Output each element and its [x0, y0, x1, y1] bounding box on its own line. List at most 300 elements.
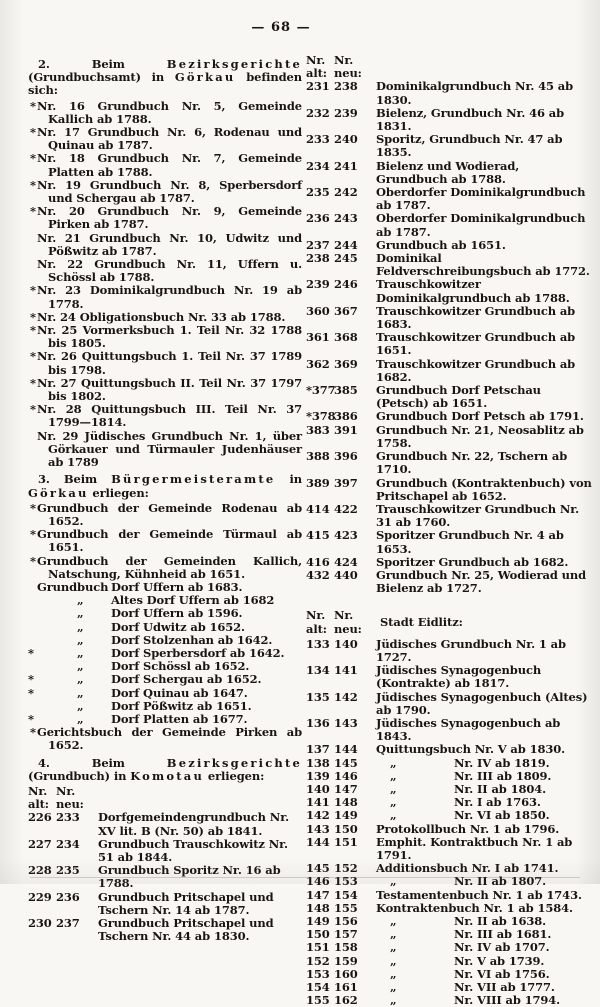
cell-nr-alt: 152 [306, 953, 330, 968]
ditto-mark: „ [77, 606, 84, 621]
ditto-mark: „ [77, 645, 84, 660]
ditto-mark: „ [390, 795, 397, 810]
cell-nr-alt: 228 [28, 863, 52, 878]
register-entry [28, 284, 302, 310]
entry-text: Nr. 19 Grundbuch Nr. 8, Sperbersdorf und Schergau ab 1787. [37, 177, 302, 206]
col-header-neu: neu: [56, 797, 84, 812]
dorf-grundbuch-list [28, 581, 302, 726]
dorf-row [28, 673, 302, 686]
cell-nr-neu: 145 [334, 755, 358, 770]
ditto-mark: „ [390, 927, 397, 942]
col-header-nr: Nr. [306, 608, 326, 623]
cell-nr-neu: 154 [334, 887, 358, 902]
cell-nr-alt: 149 [306, 914, 330, 928]
cell-nr-alt: 153 [306, 966, 330, 981]
cell-text-value: Nr. VII ab 1777. [454, 980, 555, 995]
entry-star-mark [28, 621, 37, 634]
entry-star-mark: * [30, 527, 36, 542]
cell-nr-alt: 144 [306, 834, 330, 849]
cell-nr-neu: 146 [334, 768, 358, 783]
heading-text-spaced: Bezirksgerichte [166, 755, 302, 770]
cell-text [366, 664, 594, 690]
table-row [28, 838, 302, 864]
entry-text: Nr. 26 Quittungsbuch 1. Teil Nr. 37 1789 bis 1798. [37, 349, 302, 377]
cell-nr-alt: 234 [306, 158, 330, 173]
eidlitz-table [306, 638, 594, 1007]
entry-star-mark: * [30, 204, 36, 219]
cell-nr-alt: 142 [306, 808, 330, 823]
entry-star-mark: * [30, 151, 36, 166]
cell-text: Grundbuch Nr. 21, Neosablitz ab 1758. [376, 422, 584, 450]
cell-nr-alt: 233 [306, 132, 330, 147]
cell-nr-alt: 139 [306, 768, 330, 783]
entry-text: Nr. 22 Grundbuch Nr. 11, Uffern u. Schössl ab 1788. [37, 257, 302, 285]
cell-nr-neu: 143 [334, 715, 358, 730]
dorf-row-text: Dorf Uffern ab 1596. [111, 606, 243, 621]
cell-nr-alt: 133 [306, 636, 330, 651]
register-entry [28, 232, 302, 258]
table-row [306, 941, 594, 954]
cell-nr-neu: 240 [334, 132, 358, 147]
cell-nr-neu: 157 [334, 927, 358, 942]
cell-nr-alt: 230 [28, 916, 52, 930]
heading-text: 3. Beim [38, 472, 112, 487]
entry-star-mark: * [30, 349, 36, 364]
table-row [306, 424, 594, 450]
entry-star-mark [28, 581, 37, 594]
cell-nr-alt: 227 [28, 836, 52, 851]
cell-nr-alt: 137 [306, 742, 330, 757]
entry-star-mark: * [30, 725, 36, 740]
entry-star-mark: * [30, 283, 36, 298]
register-entry [28, 350, 302, 376]
heading-text-spaced: Bezirksgerichte [166, 57, 302, 71]
dorf-row [28, 607, 302, 620]
heading-text: (Grundbuchsamt) in [28, 70, 175, 85]
table-row [306, 278, 594, 304]
cell-text: Dorfgemeindengrundbuch Nr. XV lit. B (Nr. 50) ab 1841. [98, 810, 289, 838]
dorf-row-head [37, 634, 111, 647]
table-row [306, 107, 594, 133]
heading-text: (Grundbuch) in [28, 768, 131, 783]
register-entry [28, 324, 302, 350]
dorf-row-text: Dorf Sperbersdorf ab 1642. [111, 645, 285, 660]
cell-text-value: Additionsbuch Nr. I ab 1741. [376, 861, 559, 876]
scan-artifact-line [30, 877, 580, 878]
register-entry [28, 100, 302, 126]
cell-text: Grundbuch Nr. 22, Tschern ab 1710. [376, 449, 568, 477]
dorf-row-head [37, 581, 111, 594]
cell-nr-neu: 151 [334, 834, 358, 849]
ditto-mark: „ [390, 768, 397, 783]
entry-text: Grundbuch der Gemeinde Türmaul ab 1651. [37, 527, 302, 555]
table-row [306, 186, 594, 212]
entry-text: Nr. 17 Grundbuch Nr. 6, Rodenau und Quinau ab 1787. [37, 125, 302, 153]
cell-text-value: Nr. VI ab 1850. [454, 808, 550, 823]
cell-text [366, 717, 594, 743]
col-header-nr: Nr. [306, 53, 326, 67]
dorf-row [28, 621, 302, 634]
cell-nr-neu: 391 [334, 422, 358, 437]
ditto-mark: „ [390, 914, 397, 928]
col-header-nr: Nr. [334, 53, 354, 67]
cell-text: Trauschkowitzer Grundbuch ab 1651. [376, 330, 576, 358]
cell-nr-alt: 147 [306, 887, 330, 902]
entry-star-mark: * [30, 375, 36, 390]
entry-text: Nr. 25 Vormerksbuch 1. Teil Nr. 32 1788 bis 1805. [37, 323, 302, 351]
cell-nr-neu: 244 [334, 237, 358, 252]
cell-text: Grundbuch Dorf Petschau (Petsch) ab 1651. [376, 383, 541, 411]
cell-nr-neu: 141 [334, 663, 358, 678]
cell-text-value: Nr. II ab 1807. [454, 874, 546, 889]
dorf-row-text: Altes Dorf Uffern ab 1682 [111, 593, 275, 608]
ditto-mark: „ [390, 781, 397, 796]
col-header-alt: alt: [28, 797, 49, 812]
cell-nr-neu: 245 [334, 251, 358, 266]
cell-text: Grundbuch Pritschapel und Tschern Nr. 14 ab 1787. [98, 889, 274, 917]
entry-star-mark: * [30, 500, 36, 515]
cell-nr-neu: 242 [334, 185, 358, 200]
cell-nr-neu: 440 [334, 567, 358, 582]
cell-nr-neu: 161 [334, 980, 358, 995]
table-row [306, 305, 594, 331]
cell-nr-alt: 362 [306, 356, 330, 371]
col-header-nr: Nr. [28, 783, 48, 798]
entry-text: Nr. 24 Obligationsbuch Nr. 33 ab 1788. [37, 309, 286, 324]
cell-nr-alt: 416 [306, 554, 330, 569]
cell-text-value: Jüdisches Synagogenbuch ab 1843. [376, 715, 561, 744]
cell-nr-neu: 397 [334, 475, 358, 490]
cell-nr-neu: 235 [56, 863, 80, 878]
cell-nr-neu: 385 [334, 383, 358, 398]
cell-text: Trauschkowitzer Grundbuch ab 1682. [376, 356, 576, 384]
entry-star-mark: * [30, 323, 36, 338]
cell-nr-alt: 143 [306, 821, 330, 836]
cell-text-value: Nr. III ab 1809. [454, 768, 552, 783]
cell-text: Grundbuch (Kontraktenbuch) von Pritschapel ab 1652. [376, 475, 592, 503]
cell-text: Trauschkowitzer Dominikalgrundbuch ab 1788. [376, 277, 570, 305]
table-row [306, 450, 594, 476]
cell-nr-neu: 149 [334, 808, 358, 823]
register-entry [28, 179, 302, 205]
ditto-mark: „ [390, 966, 397, 981]
cell-text-value: Emphit. Kontraktbuch Nr. 1 ab 1791. [376, 834, 573, 862]
table-row [306, 252, 594, 278]
table-row [306, 902, 594, 915]
heading-text: befinden sich: [28, 70, 302, 98]
cell-nr-neu: 144 [334, 742, 358, 757]
ditto-mark: „ [77, 685, 84, 700]
register-entry [28, 258, 302, 284]
heading-text: erliegen: [204, 768, 265, 783]
entry-star-mark: * [30, 98, 36, 113]
cell-nr-neu: 159 [334, 953, 358, 968]
dorf-row [28, 700, 302, 713]
right-column [306, 54, 594, 1007]
entry-text: Grundbuch der Gemeinden Kallich, Natschung, Kühnheid ab 1651. [37, 553, 302, 581]
cell-nr-alt: 414 [306, 501, 330, 516]
cell-nr-alt: 140 [306, 781, 330, 796]
dorf-row-text: Dorf Schergau ab 1652. [111, 672, 262, 687]
entry-text: Grundbuch der Gemeinde Rodenau ab 1652. [37, 500, 302, 528]
cell-nr-alt: 148 [306, 900, 330, 915]
cell-text-value: Jüdisches Synagogenbuch (Kontrakte) ab 1817. [376, 663, 542, 691]
dorf-row-head [37, 607, 111, 620]
cell-text: Sporitz, Grundbuch Nr. 47 ab 1835. [376, 132, 563, 160]
table-row [306, 410, 594, 423]
register-entry [28, 430, 302, 470]
dorf-row-head [37, 621, 111, 634]
cell-nr-alt: 237 [306, 237, 330, 252]
cell-nr-alt: 235 [306, 185, 330, 200]
table-row [306, 638, 594, 664]
entry-text: Nr. 16 Grundbuch Nr. 5, Gemeinde Kallich ab 1788. [37, 98, 302, 126]
col-header-nr: Nr. [334, 608, 354, 623]
dorf-row-text: Dorf Uffern ab 1683. [111, 579, 243, 594]
table-row [306, 770, 594, 783]
cell-nr-alt: *377 [306, 383, 336, 398]
section-2-heading [28, 58, 302, 98]
heading-text-spaced: Görkau [174, 70, 236, 85]
entry-star-mark: * [30, 309, 36, 324]
gerichtsbuch-entry [28, 726, 302, 752]
cell-text: Trauschkowitzer Grundbuch ab 1683. [376, 303, 576, 332]
entry-star-mark: * [28, 645, 34, 660]
cell-nr-neu: 155 [334, 900, 358, 915]
dorf-row-head [37, 647, 111, 660]
cell-nr-alt: 383 [306, 422, 330, 437]
register-entry [28, 126, 302, 152]
cell-nr-alt: 136 [306, 715, 330, 730]
register-entry [28, 528, 302, 554]
table-row [306, 80, 594, 106]
cell-nr-neu: 160 [334, 966, 358, 981]
ditto-mark: „ [77, 672, 84, 687]
cell-nr-alt: 239 [306, 277, 330, 292]
cell-text-value: Jüdisches Synagogenbuch (Altes) ab 1790. [376, 689, 588, 717]
cell-text: Sporitzer Grundbuch ab 1682. [376, 554, 569, 569]
cell-nr-neu: 152 [334, 861, 358, 876]
cell-nr-neu: 162 [334, 993, 358, 1007]
table-row [306, 664, 594, 690]
cell-text-value: Nr. VIII ab 1794. [454, 993, 561, 1007]
cell-text-value: Protokollbuch Nr. 1 ab 1796. [376, 821, 560, 836]
ditto-mark: „ [390, 980, 397, 995]
entry-star-mark [28, 700, 37, 713]
table-row [28, 917, 302, 943]
cell-nr-alt: 155 [306, 993, 330, 1007]
cell-text: Oberdorfer Dominikalgrundbuch ab 1787. [376, 211, 586, 239]
grundbuch-label: Grundbuch [37, 579, 109, 594]
cell-text: Bielenz und Wodierad, Grundbuch ab 1788. [376, 158, 520, 186]
cell-text [366, 836, 594, 862]
table-row [306, 358, 594, 384]
cell-nr-neu: 234 [56, 836, 80, 851]
dorf-row-text: Dorf Quinau ab 1647. [111, 685, 248, 700]
entry-text: Nr. 27 Quittungsbuch II. Teil Nr. 37 1797 bis 1802. [37, 375, 302, 404]
page-number: — 68 — [251, 20, 311, 35]
dorf-row-head [37, 673, 111, 686]
ditto-mark: „ [77, 619, 84, 634]
cell-text: Dominikal Feldverschreibungsbuch ab 1772. [376, 251, 590, 279]
cell-nr-neu: 368 [334, 330, 358, 345]
cell-nr-neu: 369 [334, 356, 358, 371]
cell-nr-alt: 146 [306, 874, 330, 889]
table-row [306, 212, 594, 238]
cell-nr-neu: 148 [334, 795, 358, 810]
cell-text-value: Nr. I ab 1763. [454, 795, 541, 810]
cell-text-value: Kontraktenbuch Nr. 1 ab 1584. [376, 900, 573, 915]
cell-text: Grundbuch Nr. 25, Wodierad und Bielenz ab 1727. [376, 567, 587, 596]
cell-text: Grundbuch Sporitz Nr. 16 ab 1788. [98, 863, 281, 891]
cell-nr-neu: 237 [56, 916, 80, 930]
dorf-row [28, 687, 302, 700]
cell-nr-alt: 135 [306, 689, 330, 704]
cell-nr-neu: 386 [334, 409, 358, 424]
cell-nr-neu: 233 [56, 810, 80, 825]
cell-nr-alt: 388 [306, 449, 330, 464]
entry-star-mark: * [30, 177, 36, 192]
col-header-alt: alt: [306, 66, 327, 81]
col-header-nr: Nr. [56, 783, 76, 798]
heading-text-spaced: Görkau [28, 485, 89, 500]
table-row [306, 529, 594, 555]
entry-star-mark: * [28, 672, 34, 687]
cell-nr-alt: *378 [306, 409, 336, 424]
entry-star-mark [28, 594, 37, 607]
cell-text-value: Jüdisches Grundbuch Nr. 1 ab 1727. [376, 636, 566, 664]
cell-text: Dominikalgrundbuch Nr. 45 ab 1830. [376, 79, 573, 107]
cell-text-value: Quittungsbuch Nr. V ab 1830. [376, 742, 565, 757]
cell-nr-alt: 154 [306, 980, 330, 995]
heading-text: 4. Beim [38, 755, 167, 770]
entry-star-mark: * [30, 125, 36, 140]
cell-text-value: Nr. V ab 1739. [454, 953, 545, 968]
ditto-mark: „ [390, 940, 397, 955]
ditto-mark: „ [390, 874, 397, 889]
cell-nr-neu: 243 [334, 211, 358, 226]
table-row [306, 717, 594, 743]
entry-text: Gerichtsbuch der Gemeinde Pirken ab 1652. [37, 725, 302, 753]
cell-nr-neu: 367 [334, 303, 358, 318]
table-row [306, 994, 594, 1007]
cell-text: Grundbuch ab 1651. [376, 237, 506, 252]
buergermeisteramt-list [28, 502, 302, 581]
cell-nr-alt: 238 [306, 251, 330, 266]
table-row [306, 743, 594, 756]
cell-nr-neu: 150 [334, 821, 358, 836]
entry-star-mark: * [28, 711, 34, 726]
entry-star-mark: * [28, 685, 34, 700]
entry-text: Nr. 21 Grundbuch Nr. 10, Udwitz und Pößwitz ab 1787. [37, 230, 302, 258]
cell-text-value: Nr. IV ab 1819. [454, 755, 550, 770]
cell-nr-alt: 231 [306, 79, 330, 94]
col-header-neu: neu: [334, 621, 362, 636]
table-row [306, 477, 594, 503]
cell-text: Grundbuch Trauschkowitz Nr. 51 ab 1844. [98, 836, 288, 864]
cell-nr-neu: 396 [334, 449, 358, 464]
cell-nr-neu: 241 [334, 158, 358, 173]
table-row [306, 160, 594, 186]
cell-nr-alt: 415 [306, 528, 330, 543]
goerkau-register-list [28, 100, 302, 470]
entry-star-mark [28, 607, 37, 620]
dorf-row-text: Dorf Stolzenhan ab 1642. [111, 632, 273, 647]
cell-text-value: Nr. VI ab 1756. [454, 966, 550, 981]
dorf-row-text: Dorf Udwitz ab 1652. [111, 619, 245, 634]
cell-nr-neu: 158 [334, 940, 358, 955]
table-row [306, 556, 594, 569]
cell-text: Grundbuch Pritschapel und Tschern Nr. 44 ab 1830. [98, 916, 274, 944]
register-entry [28, 152, 302, 178]
cell-nr-alt: 134 [306, 663, 330, 678]
cell-nr-neu: 423 [334, 528, 358, 543]
col-header-alt: alt: [306, 621, 327, 636]
header-line [306, 623, 366, 636]
cell-nr-neu: 424 [334, 554, 358, 569]
cell-nr-alt: 145 [306, 861, 330, 876]
register-entry [28, 555, 302, 581]
dorf-row [28, 634, 302, 647]
cell-nr-alt: 138 [306, 755, 330, 770]
cell-nr-neu: 422 [334, 501, 358, 516]
heading-text: in [275, 472, 302, 487]
cell-nr-alt: 236 [306, 211, 330, 226]
table-row [306, 503, 594, 529]
entry-star-mark [28, 634, 37, 647]
komotau-continued-table [306, 80, 594, 595]
ditto-mark: „ [77, 698, 84, 713]
eidlitz-nr-headers [306, 609, 366, 635]
table-row [28, 891, 302, 917]
register-entry [28, 205, 302, 231]
entry-text: Nr. 29 Jüdisches Grundbuch Nr. 1, über Görkauer und Türmauler Judenhäuser ab 1789 [37, 428, 302, 470]
table-row [306, 691, 594, 717]
cell-nr-alt: 150 [306, 927, 330, 942]
ditto-mark: „ [390, 755, 397, 770]
cell-nr-neu: 140 [334, 636, 358, 651]
cell-nr-neu: 239 [334, 105, 358, 120]
cell-nr-neu: 246 [334, 277, 358, 292]
entry-text: Nr. 20 Grundbuch Nr. 9, Gemeinde Pirken ab 1787. [37, 204, 302, 232]
cell-nr-alt: 141 [306, 795, 330, 810]
cell-nr-alt: 232 [306, 105, 330, 120]
cell-nr-neu: 238 [334, 79, 358, 94]
cell-nr-alt: 361 [306, 330, 330, 345]
table-row [306, 836, 594, 862]
cell-nr-neu: 147 [334, 781, 358, 796]
cell-text [366, 638, 594, 664]
cell-nr-alt: 151 [306, 940, 330, 955]
cell-text [366, 994, 594, 1007]
cell-text-value: Nr. II ab 1804. [454, 781, 546, 796]
ditto-mark: „ [390, 953, 397, 968]
cell-text: Sporitzer Grundbuch Nr. 4 ab 1653. [376, 528, 564, 556]
cell-nr-alt: 229 [28, 889, 52, 904]
table-row [306, 928, 594, 941]
ditto-mark: „ [390, 993, 397, 1007]
section-3-heading [28, 473, 302, 499]
ditto-mark: „ [77, 632, 84, 647]
heading-text: 2. Beim [38, 57, 167, 71]
entry-star-mark: * [30, 553, 36, 568]
register-entry [28, 377, 302, 403]
dorf-row-text: Dorf Platten ab 1677. [111, 711, 248, 726]
dorf-row-head [37, 700, 111, 713]
entry-text: Nr. 18 Grundbuch Nr. 7, Gemeinde Platten ab 1788. [37, 151, 302, 179]
cell-nr-neu: 153 [334, 874, 358, 889]
cell-text-value: Nr. II ab 1638. [454, 914, 546, 928]
